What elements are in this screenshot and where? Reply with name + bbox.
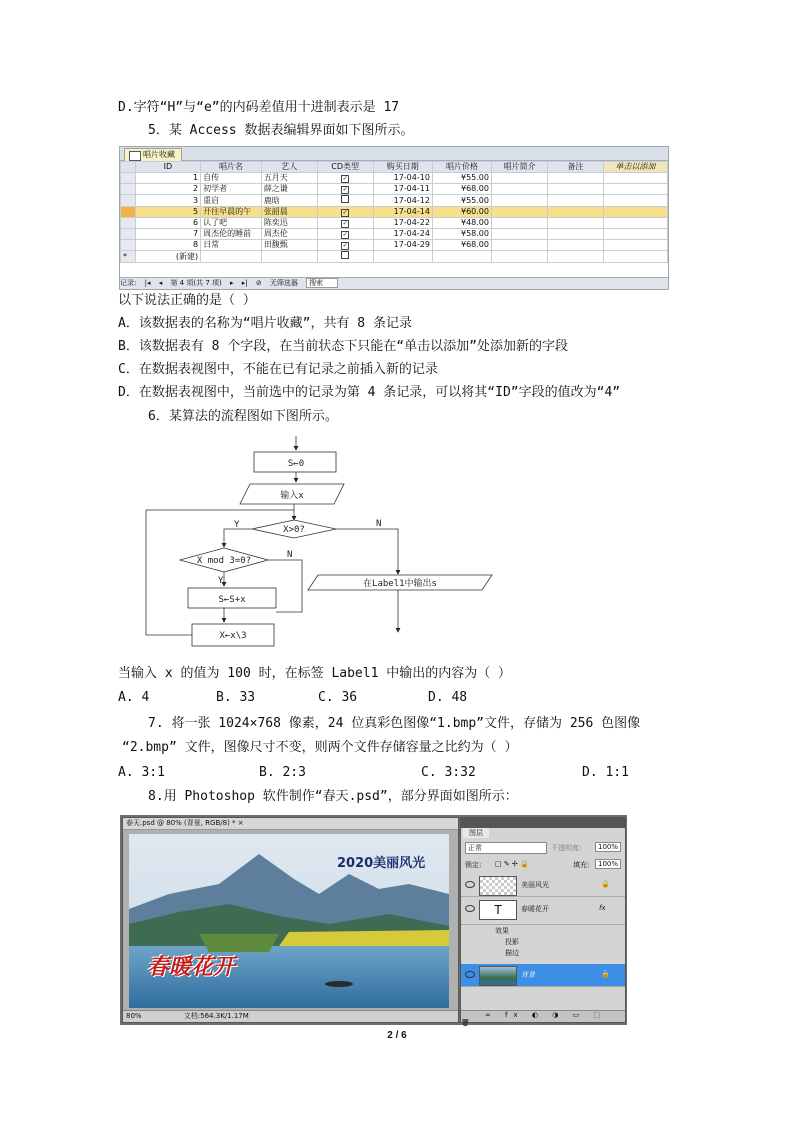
layers-panel — [460, 817, 626, 1027]
photoshop-screenshot — [120, 815, 627, 1025]
flow-assign1: S←S+x — [218, 595, 246, 605]
col-header-price[interactable]: 唱片价格 — [432, 162, 491, 173]
fx-icon[interactable]: fx — [599, 904, 606, 912]
q6-stem: 6．某算法的流程图如下图所示。 — [148, 409, 338, 424]
lock-label: 锁定: — [465, 861, 482, 869]
cell-intro[interactable] — [491, 240, 547, 251]
effects-label[interactable]: 效果 — [495, 927, 509, 935]
blend-mode-select[interactable]: 正常 — [465, 842, 547, 854]
nav-next-icon[interactable]: ▸ — [229, 279, 234, 287]
cell-id[interactable]: 1 — [135, 173, 200, 184]
q5-option-b: B．该数据表有 8 个字段，在当前状态下只能在“单击以添加”处添加新的字段 — [118, 339, 568, 354]
layers-tab[interactable]: 图层 — [463, 828, 489, 838]
cell-cd[interactable] — [317, 218, 373, 229]
cell-add[interactable] — [603, 207, 667, 218]
col-header-name[interactable]: 唱片名 — [201, 162, 262, 173]
layers-footer — [461, 1010, 625, 1027]
lock-icons[interactable]: □ ✎ ✢ 🔒 — [495, 860, 529, 868]
cell-add[interactable] — [603, 240, 667, 251]
flow-no2: N — [287, 550, 293, 560]
table-row[interactable] — [121, 229, 668, 240]
cell-add[interactable] — [603, 218, 667, 229]
doc-info[interactable]: 文档:564.3K/1.17M — [183, 1012, 249, 1020]
table-row[interactable] — [121, 184, 668, 195]
cell-name[interactable]: 认了吧 — [201, 218, 262, 229]
q8-stem: 8.用 Photoshop 软件制作“春天.psd”，部分界面如图所示： — [148, 789, 518, 804]
checkbox[interactable]: ✓ — [342, 209, 348, 216]
flow-input: 输入x — [280, 491, 304, 501]
checkbox[interactable]: ✓ — [342, 175, 348, 182]
layer-row[interactable] — [461, 874, 625, 897]
flowchart — [140, 436, 510, 652]
opacity-value[interactable]: 100% — [595, 842, 621, 852]
cell[interactable] — [548, 251, 604, 263]
col-header-intro[interactable]: 唱片简介 — [491, 162, 547, 173]
cell-date[interactable]: 17-04-24 — [373, 229, 432, 240]
panel-topbar — [461, 818, 625, 828]
layer-name: 背景 — [521, 971, 535, 979]
flow-assign2: X←x\3 — [219, 631, 247, 641]
col-header-date[interactable]: 购买日期 — [373, 162, 432, 173]
cell-id[interactable]: 3 — [135, 195, 200, 207]
table-row[interactable] — [121, 195, 668, 207]
flow-cond2: X mod 3=0? — [196, 556, 252, 566]
cell-name[interactable]: 开往早晨的午 — [201, 207, 262, 218]
page-number: 2 / 6 — [387, 1030, 407, 1041]
cell-artist[interactable]: 周杰伦 — [261, 229, 317, 240]
flow-no1: N — [376, 519, 382, 529]
cell-cd[interactable] — [317, 229, 373, 240]
cell-note[interactable] — [548, 229, 604, 240]
cell-intro[interactable] — [491, 218, 547, 229]
datasheet-tabbar — [120, 147, 668, 161]
checkbox[interactable]: ✓ — [342, 220, 348, 227]
col-header-id[interactable]: ID — [135, 162, 200, 173]
cell[interactable] — [432, 251, 491, 263]
q6-option-c: C. 36 — [318, 690, 358, 705]
row-selector[interactable] — [121, 184, 136, 195]
q7-stem-1: 7. 将一张 1024×768 像素，24 位真彩色图像“1.bmp”文件，存储为 256 色图像 — [148, 716, 641, 731]
tab-label: 唱片收藏 — [143, 150, 175, 159]
record-navigator — [120, 277, 668, 289]
row-selector[interactable] — [121, 229, 136, 240]
q7-option-c: C. 3:32 — [421, 765, 476, 780]
cell-note[interactable] — [548, 207, 604, 218]
checkbox[interactable]: ✓ — [342, 186, 348, 193]
q5-stem: 5．某 Access 数据表编辑界面如下图所示。 — [148, 123, 414, 138]
cell[interactable] — [201, 251, 262, 263]
search-box[interactable]: 搜索 — [306, 278, 338, 288]
datasheet-grid — [120, 161, 668, 263]
q5-option-d: D．在数据表视图中，当前选中的记录为第 4 条记录，可以将其“ID”字段的值改为“4” — [118, 385, 621, 400]
cell-artist[interactable]: 田馥甄 — [261, 240, 317, 251]
cell-price[interactable]: ¥68.00 — [432, 184, 491, 195]
cell-artist[interactable]: 鹿晗 — [261, 195, 317, 207]
cell-cd[interactable] — [317, 173, 373, 184]
cell-artist[interactable]: 陈奕迅 — [261, 218, 317, 229]
header-row — [121, 162, 668, 173]
fill-value[interactable]: 100% — [595, 859, 621, 869]
cell-cd[interactable] — [317, 251, 373, 263]
table-row[interactable] — [121, 173, 668, 184]
cell-date[interactable]: 17-04-29 — [373, 240, 432, 251]
col-header-note[interactable]: 备注 — [548, 162, 604, 173]
flow-init: S←0 — [287, 459, 305, 469]
cell-id[interactable]: 5 — [135, 207, 200, 218]
document-status — [123, 1010, 458, 1022]
cell-artist[interactable]: 薛之谦 — [261, 184, 317, 195]
flow-cond1: X>0? — [283, 525, 305, 535]
col-header-cd[interactable]: CD类型 — [317, 162, 373, 173]
text-layer-thumbnail: T — [479, 900, 517, 920]
layer-name: 春暖花开 — [521, 905, 549, 913]
cell-intro[interactable] — [491, 184, 547, 195]
fill-label: 填充: — [573, 861, 590, 869]
col-header-add[interactable]: 单击以添加 — [603, 162, 667, 173]
cell-note[interactable] — [548, 195, 604, 207]
cell-id[interactable]: 8 — [135, 240, 200, 251]
cell-note[interactable] — [548, 173, 604, 184]
cell-id[interactable]: 7 — [135, 229, 200, 240]
filter-icon: ⊘ — [255, 279, 262, 287]
cell-add[interactable] — [603, 229, 667, 240]
layer-thumbnail — [479, 966, 517, 986]
cell-price[interactable]: ¥55.00 — [432, 173, 491, 184]
row-selector[interactable] — [121, 195, 136, 207]
filter-status[interactable]: 无筛选器 — [269, 279, 298, 287]
cell-note[interactable] — [548, 184, 604, 195]
cell-cd[interactable] — [317, 195, 373, 207]
cell-price[interactable]: ¥68.00 — [432, 240, 491, 251]
checkbox[interactable] — [341, 195, 349, 203]
cell-intro[interactable] — [491, 173, 547, 184]
cell-price[interactable]: ¥55.00 — [432, 195, 491, 207]
flow-yes1: Y — [234, 520, 240, 530]
record-position[interactable]: 第 4 项(共 7 项) — [170, 279, 222, 287]
q5-option-a: A．该数据表的名称为“唱片收藏”，共有 8 条记录 — [118, 316, 412, 331]
layer-row-selected[interactable] — [461, 964, 625, 987]
cell-intro[interactable] — [491, 207, 547, 218]
layer-row[interactable] — [461, 898, 625, 925]
cell-artist[interactable]: 五月天 — [261, 173, 317, 184]
flow-output: 在Label1中输出s — [363, 579, 437, 589]
q7-option-d: D. 1:1 — [582, 765, 629, 780]
lock-icon: 🔒 — [601, 970, 610, 978]
eye-icon[interactable] — [465, 971, 475, 978]
cell-id[interactable]: 6 — [135, 218, 200, 229]
cell-note[interactable] — [548, 218, 604, 229]
eye-icon[interactable] — [465, 881, 475, 888]
cell[interactable] — [491, 251, 547, 263]
q6-option-d: D. 48 — [428, 690, 468, 705]
checkbox[interactable]: ✓ — [342, 231, 348, 238]
q5-option-c: C．在数据表视图中，不能在已有记录之前插入新的记录 — [118, 362, 438, 377]
layer-action-icons[interactable]: ∞ fx ◐ ◑ ▭ ⬚ 🗑 — [461, 1011, 607, 1027]
table-row[interactable] — [121, 218, 668, 229]
cell-name[interactable]: 重启 — [201, 195, 262, 207]
cell-price[interactable]: ¥48.00 — [432, 218, 491, 229]
cell-intro[interactable] — [491, 229, 547, 240]
checkbox[interactable]: ✓ — [342, 242, 348, 249]
effect-drop-shadow[interactable]: 投影 — [505, 938, 519, 946]
cell-artist[interactable]: 张韶晨 — [261, 207, 317, 218]
tab-table[interactable] — [124, 148, 182, 161]
cell-date[interactable]: 17-04-14 — [373, 207, 432, 218]
layer-name: 美丽风光 — [521, 881, 549, 889]
row-selector[interactable] — [121, 207, 136, 218]
cell-date[interactable]: 17-04-22 — [373, 218, 432, 229]
row-selector-header[interactable] — [121, 162, 136, 173]
cell-name[interactable]: 自传 — [201, 173, 262, 184]
document-window — [122, 817, 459, 1023]
row-selector[interactable] — [121, 173, 136, 184]
image-calligraphy-text: 春暖花开 — [147, 954, 236, 980]
cell-name[interactable]: 周杰伦的睡前 — [201, 229, 262, 240]
q7-stem-2: “2.bmp” 文件，图像尺寸不变，则两个文件存储容量之比约为（ ） — [122, 740, 518, 755]
record-label: 记录: — [120, 279, 139, 287]
image-title-text: 2020美丽风光 — [337, 856, 426, 871]
cell-name[interactable]: 初学者 — [201, 184, 262, 195]
cell-add[interactable] — [603, 184, 667, 195]
q7-option-b: B. 2:3 — [259, 765, 306, 780]
new-row-marker: * — [121, 251, 136, 263]
nav-first-icon[interactable]: |◂ — [144, 279, 151, 287]
q6-question: 当输入 x 的值为 100 时，在标签 Label1 中输出的内容为（ ） — [118, 666, 512, 681]
row-selector[interactable] — [121, 240, 136, 251]
q7-option-a: A. 3:1 — [118, 765, 165, 780]
opacity-label: 不透明度: — [551, 844, 582, 852]
q6-option-a: A. 4 — [118, 690, 150, 705]
cell[interactable] — [373, 251, 432, 263]
cell-price[interactable]: ¥58.00 — [432, 229, 491, 240]
new-row-label[interactable]: (新建) — [135, 251, 200, 263]
landscape-image — [129, 834, 449, 1008]
access-datasheet — [119, 146, 669, 290]
effect-stroke[interactable]: 描边 — [505, 949, 519, 957]
cell-name[interactable]: 日常 — [201, 240, 262, 251]
cell-date[interactable]: 17-04-10 — [373, 173, 432, 184]
cell-add[interactable] — [603, 173, 667, 184]
table-icon — [129, 151, 141, 161]
table-row[interactable] — [121, 240, 668, 251]
cell[interactable] — [261, 251, 317, 263]
table-row[interactable] — [121, 207, 668, 218]
zoom-level[interactable]: 80% — [126, 1012, 142, 1020]
cell-date[interactable]: 17-04-11 — [373, 184, 432, 195]
new-record-row[interactable] — [121, 251, 668, 263]
cell-intro[interactable] — [491, 195, 547, 207]
cell-date[interactable]: 17-04-12 — [373, 195, 432, 207]
q6-option-b: B. 33 — [216, 690, 256, 705]
row-selector[interactable] — [121, 218, 136, 229]
cell[interactable] — [603, 251, 667, 263]
layer-thumbnail — [479, 876, 517, 896]
cell-note[interactable] — [548, 240, 604, 251]
checkbox[interactable] — [341, 251, 349, 259]
cell-add[interactable] — [603, 195, 667, 207]
q4-option-d: D.字符“H”与“e”的内码差值用十进制表示是 17 — [118, 100, 400, 115]
flow-yes2: Y — [218, 576, 224, 586]
nav-prev-icon[interactable]: ◂ — [158, 279, 163, 287]
cell-cd[interactable] — [317, 207, 373, 218]
nav-last-icon[interactable]: ▸| — [241, 279, 248, 287]
cell-cd[interactable] — [317, 240, 373, 251]
cell-cd[interactable] — [317, 184, 373, 195]
document-title[interactable]: 春天.psd @ 80% (背景, RGB/8) * × — [123, 818, 458, 830]
lock-icon: 🔒 — [601, 880, 610, 888]
cell-price[interactable]: ¥60.00 — [432, 207, 491, 218]
eye-icon[interactable] — [465, 905, 475, 912]
cell-id[interactable]: 2 — [135, 184, 200, 195]
col-header-artist[interactable]: 艺人 — [261, 162, 317, 173]
q5-prompt: 以下说法正确的是（ ） — [118, 293, 256, 308]
